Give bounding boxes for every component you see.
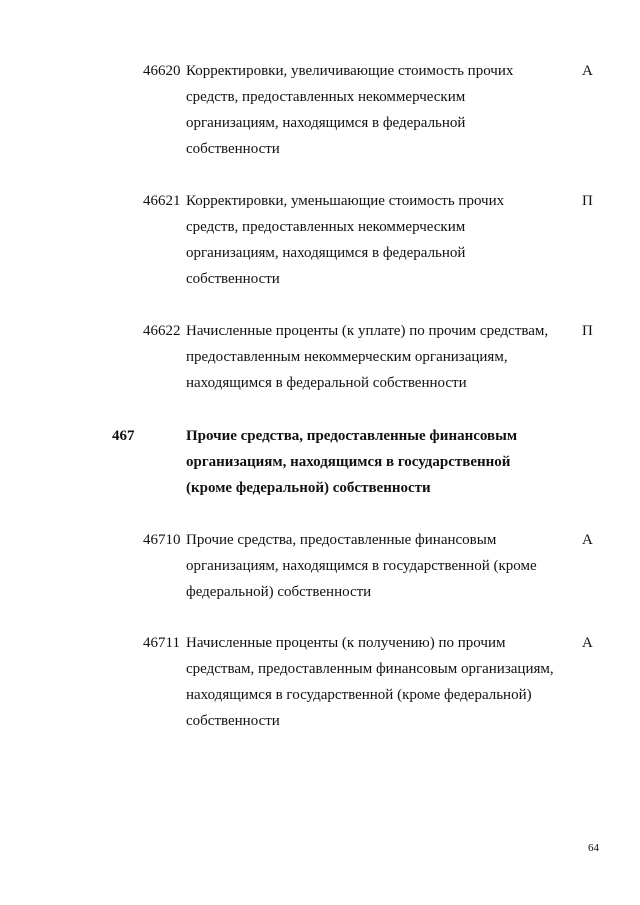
account-type-flag: А [582, 532, 593, 548]
account-description: Прочие средства, предоставленные финансовым организациям, находящимся в государственной (кроме федеральной) собственности [186, 532, 537, 600]
account-code: 46710 [143, 532, 181, 548]
account-type-flag: А [582, 635, 593, 651]
account-description: Начисленные проценты (к уплате) по прочим средствам, предоставленным некоммерческим организациям, находящимся в федеральной собственности [186, 323, 549, 391]
account-description: Корректировки, увеличивающие стоимость прочих средств, предоставленных некоммерческим организациям, находящимся в федеральной собственности [186, 63, 514, 157]
account-description: Корректировки, уменьшающие стоимость прочих средств, предоставленных некоммерческим организациям, находящимся в федеральной собственности [186, 193, 505, 287]
account-code: 46621 [143, 193, 181, 209]
account-type-flag: А [582, 63, 593, 79]
account-code: 46711 [143, 635, 180, 651]
account-description: Начисленные проценты (к получению) по прочим средствам, предоставленным финансовым организациям, находящимся в государственной (кроме федеральной) собственности [186, 635, 554, 729]
section-title: Прочие средства, предоставленные финансовым организациям, находящимся в государственной (кроме федеральной) собственности [186, 428, 518, 496]
page-number: 64 [588, 842, 599, 854]
account-code: 46620 [143, 63, 181, 79]
account-type-flag: П [582, 323, 593, 339]
account-code: 46622 [143, 323, 181, 339]
section-code: 467 [112, 428, 135, 444]
account-type-flag: П [582, 193, 593, 209]
